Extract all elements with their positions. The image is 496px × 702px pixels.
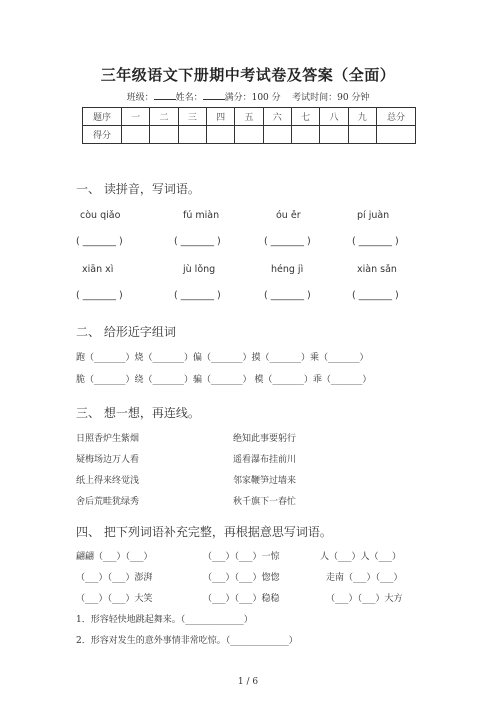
poem-left-line[interactable]: 舍后荒畦犹绿秀 (76, 497, 140, 507)
score-input-cell[interactable] (235, 126, 263, 144)
answer-blank[interactable]: ( _______ ) (352, 290, 399, 301)
idiom-blank[interactable]: （___）（___）大笑 (76, 594, 153, 604)
poem-left-line[interactable]: 纸上得来终觉浅 (76, 476, 140, 486)
exam-meta (0, 90, 496, 103)
full-score: 满分：100 分 (224, 93, 281, 103)
pinyin-item: còu qiǎo (80, 210, 121, 221)
score-input-cell[interactable] (122, 126, 150, 144)
answer-blank[interactable]: ( _______ ) (76, 236, 123, 247)
section4-title: 四、 把下列词语补充完整，再根据意思写词语。 (76, 525, 332, 539)
name-blank (203, 90, 225, 100)
pinyin-item: jù lǒng (183, 264, 216, 275)
section1-title: 一、 读拼音，写词语。 (76, 182, 200, 196)
score-cell: 六 (263, 108, 291, 126)
pinyin-item: xiān xì (82, 264, 114, 275)
exam-time: 考试时间：90 分钟 (292, 93, 370, 103)
answer-blank[interactable]: ( _______ ) (76, 290, 123, 301)
idiom-blank[interactable]: （___）（___）一惊 (203, 552, 280, 562)
question-1[interactable]: 1．形容轻快地跳起舞来。（_____________） (76, 615, 253, 625)
section2-title: 二、 给形近字组词 (76, 325, 176, 339)
question-2[interactable]: 2．形容对发生的意外事情非常吃惊。（_____________） (76, 636, 298, 646)
score-cell: 九 (348, 108, 376, 126)
document-title: 三年级语文下册期中考试卷及答案（全面） (100, 66, 396, 84)
pinyin-item: héng jì (271, 264, 304, 275)
score-cell: 二 (150, 108, 178, 126)
score-cell: 三 (178, 108, 206, 126)
score-table (82, 107, 416, 144)
idiom-blank[interactable]: 人（___）人（___） (320, 552, 402, 562)
pinyin-item: fú miàn (183, 210, 220, 221)
idiom-blank[interactable]: （___）（___）大方 (326, 594, 403, 604)
similar-char-row[interactable]: 跑（_______）烧（_______）偏（_______）摸（_______）乘（_______） (76, 353, 369, 363)
score-cell: 题序 (83, 108, 122, 126)
page-number: 1 / 6 (237, 677, 259, 687)
score-input-cell[interactable] (377, 126, 416, 144)
answer-blank[interactable]: ( _______ ) (174, 236, 221, 247)
poem-left-line[interactable]: 疑梅场边万人看 (76, 455, 140, 465)
poem-right-line[interactable]: 秋千旗下一春忙 (233, 497, 297, 507)
name-label: 姓名： (175, 93, 203, 103)
class-label: 班级： (126, 93, 154, 103)
score-row-label: 得分 (83, 126, 122, 144)
answer-blank[interactable]: ( _______ ) (352, 236, 399, 247)
poem-right-line[interactable]: 邻家鞭笋过墙来 (233, 476, 297, 486)
score-cell: 总分 (377, 108, 416, 126)
score-cell: 四 (206, 108, 234, 126)
answer-blank[interactable]: ( _______ ) (264, 290, 311, 301)
score-input-cell[interactable] (320, 126, 348, 144)
score-cell: 一 (122, 108, 150, 126)
score-table-score-row (83, 126, 416, 144)
answer-blank[interactable]: ( _______ ) (264, 236, 311, 247)
idiom-blank[interactable]: 走南（___）（___） (326, 573, 403, 583)
class-blank (154, 90, 176, 100)
answer-blank[interactable]: ( _______ ) (174, 290, 221, 301)
score-cell: 七 (291, 108, 319, 126)
score-input-cell[interactable] (178, 126, 206, 144)
score-input-cell[interactable] (348, 126, 376, 144)
idiom-blank[interactable]: （___）（___）澎湃 (76, 573, 153, 583)
score-cell: 五 (235, 108, 263, 126)
poem-right-line[interactable]: 遥看瀑布挂前川 (233, 455, 297, 465)
poem-left-line[interactable]: 日照香炉生紫烟 (76, 434, 140, 444)
poem-right-line[interactable]: 绝知此事要躬行 (233, 434, 297, 444)
idiom-blank[interactable]: 翩翩（___）（___） (76, 552, 153, 562)
score-input-cell[interactable] (263, 126, 291, 144)
pinyin-item: pí juàn (357, 210, 390, 221)
score-input-cell[interactable] (150, 126, 178, 144)
score-cell: 八 (320, 108, 348, 126)
score-input-cell[interactable] (291, 126, 319, 144)
score-input-cell[interactable] (206, 126, 234, 144)
idiom-blank[interactable]: （___）（___）惚惚 (203, 573, 280, 583)
pinyin-item: óu ěr (276, 210, 301, 221)
section3-title: 三、 想一想，再连线。 (76, 406, 200, 420)
idiom-blank[interactable]: （___）（___）稳稳 (203, 594, 280, 604)
pinyin-item: xiàn sǎn (357, 264, 397, 275)
score-table-header-row (83, 108, 416, 126)
similar-char-row[interactable]: 脆（_______）绕（_______）骗（_______） 模（_______）乖（_______） (76, 375, 372, 385)
